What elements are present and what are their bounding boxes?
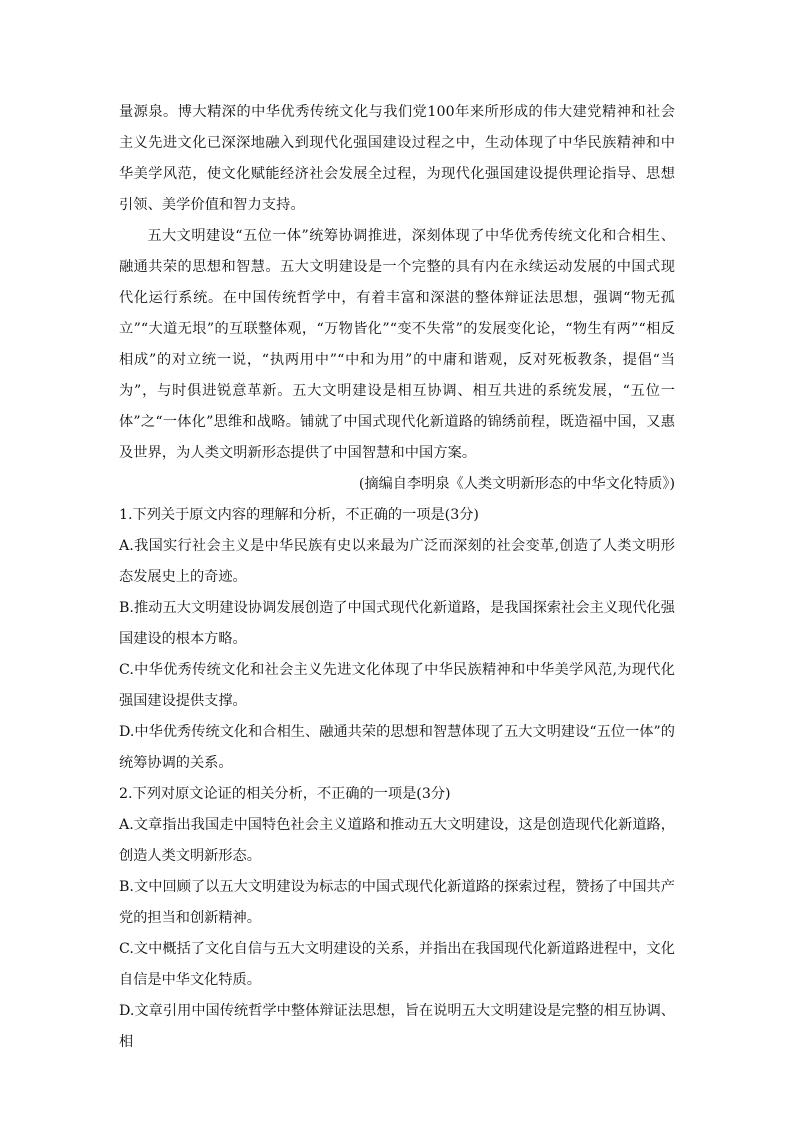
question-2-option-a: A.文章指出我国走中国特色社会主义道路和推动五大文明建设，这是创造现代化新道路，创造人类文明新形态。 xyxy=(119,817,675,864)
question-1-option-b: B.推动五大文明建设协调发展创造了中国式现代化新道路，是我国探索社会主义现代化强国建设的根本方略。 xyxy=(119,600,675,647)
question-2-stem: 2.下列对原文论证的相关分析，不正确的一项是(3分) xyxy=(119,786,451,802)
question-1-stem: 1.下列关于原文内容的理解和分析，不正确的一项是(3分) xyxy=(119,507,479,523)
passage-paragraph-1: 量源泉。博大精深的中华优秀传统文化与我们党100年来所形成的伟大建党精神和社会主义先进文化已深深地融入到现代化强国建设过程之中，生动体现了中华民族精神和中华美学风范，使文化赋能经济社会发展全过程，为现代化强国建设提供理论指导、思想引领、美学价值和智力支持。 xyxy=(119,104,675,213)
question-2 xyxy=(119,779,675,1058)
passage-paragraph-2: 五大文明建设“五位一体”统筹协调推进，深刻体现了中华优秀传统文化和合相生、融通共荣的思想和智慧。五大文明建设是一个完整的具有内在永续运动发展的中国式现代化运行系统。在中国传统哲学中，有着丰富和深湛的整体辩证法思想，强调“物无孤立”“大道无垠”的互联整体观，“万物皆化”“变不失常”的发展变化论，“物生有两”“相反相成”的对立统一说，“执两用中”“中和为用”的中庸和谐观，反对死板教条，提倡“当为”，与时俱进锐意革新。五大文明建设是相互协调、相互共进的系统发展，“五位一体”之“一体化”思维和战略。铺就了中国式现代化新道路的锦绣前程，既造福中国，又惠及世界，为人类文明新形态提供了中国智慧和中国方案。 xyxy=(119,228,675,461)
question-2-option-b: B.文中回顾了以五大文明建设为标志的中国式现代化新道路的探索过程，赞扬了中国共产党的担当和创新精神。 xyxy=(119,879,675,926)
document-page xyxy=(119,97,675,1058)
question-1-option-d: D.中华优秀传统文化和合相生、融通共荣的思想和智慧体现了五大文明建设“五位一体”的统筹协调的关系。 xyxy=(119,724,675,771)
question-1-option-a: A.我国实行社会主义是中华民族有史以来最为广泛而深刻的社会变革,创造了人类文明形态发展史上的奇迹。 xyxy=(119,538,675,585)
question-1-option-c: C.中华优秀传统文化和社会主义先进文化体现了中华民族精神和中华美学风范,为现代化强国建设提供支撑。 xyxy=(119,662,675,709)
question-2-option-c: C.文中概括了文化自信与五大文明建设的关系，并指出在我国现代化新道路进程中，文化自信是中华文化特质。 xyxy=(119,941,675,988)
passage-source: (摘编自李明泉《人类文明新形态的中华文化特质》) xyxy=(358,476,675,492)
question-2-option-d: D.文章引用中国传统哲学中整体辩证法思想，旨在说明五大文明建设是完整的相互协调、相 xyxy=(119,1003,675,1050)
question-1 xyxy=(119,500,675,779)
